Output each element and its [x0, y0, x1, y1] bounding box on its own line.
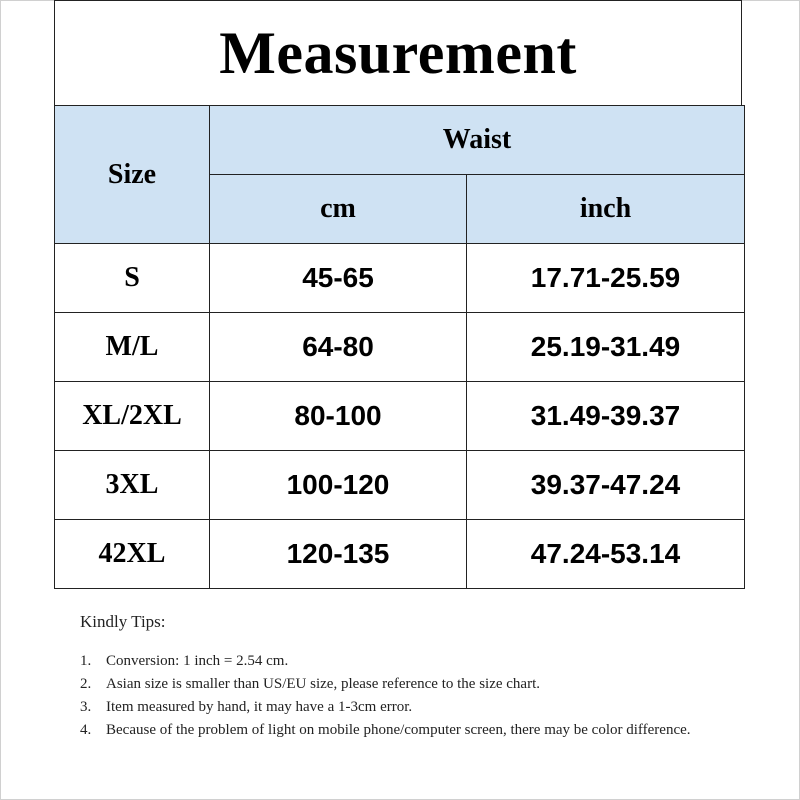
- cm-cell: 64-80: [210, 313, 467, 382]
- header-row-top: [55, 106, 745, 175]
- header-size: Size: [55, 106, 210, 244]
- list-item: [80, 696, 720, 719]
- size-cell: 42XL: [55, 520, 210, 589]
- inch-cell: 31.49-39.37: [467, 382, 745, 451]
- tip-number: 3.: [80, 699, 92, 715]
- kindly-tips: [80, 612, 720, 742]
- table-row: [55, 382, 745, 451]
- list-item: [80, 673, 720, 696]
- list-item: [80, 650, 720, 673]
- header-cm: cm: [210, 175, 467, 244]
- inch-cell: 47.24-53.14: [467, 520, 745, 589]
- cm-cell: 45-65: [210, 244, 467, 313]
- inch-cell: 17.71-25.59: [467, 244, 745, 313]
- cm-cell: 120-135: [210, 520, 467, 589]
- tip-number: 2.: [80, 676, 92, 692]
- tips-title: Kindly Tips:: [80, 612, 166, 631]
- header-waist: Waist: [210, 106, 745, 175]
- title-box: [54, 0, 742, 105]
- table-row: [55, 520, 745, 589]
- cm-cell: 100-120: [210, 451, 467, 520]
- size-cell: M/L: [55, 313, 210, 382]
- page-title: Measurement: [219, 19, 577, 86]
- table-row: [55, 451, 745, 520]
- header-inch: inch: [467, 175, 745, 244]
- cm-cell: 80-100: [210, 382, 467, 451]
- tip-number: 4.: [80, 722, 92, 738]
- size-cell: S: [55, 244, 210, 313]
- tip-text: Asian size is smaller than US/EU size, please reference to the size chart.: [106, 676, 540, 692]
- tip-number: 1.: [80, 653, 92, 669]
- inch-cell: 25.19-31.49: [467, 313, 745, 382]
- size-chart-table: [54, 105, 745, 589]
- list-item: [80, 719, 720, 742]
- table-row: [55, 244, 745, 313]
- tips-list: [80, 650, 720, 742]
- size-cell: XL/2XL: [55, 382, 210, 451]
- inch-cell: 39.37-47.24: [467, 451, 745, 520]
- tip-text: Conversion: 1 inch = 2.54 cm.: [106, 653, 289, 669]
- table-row: [55, 313, 745, 382]
- size-cell: 3XL: [55, 451, 210, 520]
- tip-text: Item measured by hand, it may have a 1-3cm error.: [106, 699, 413, 715]
- tip-text: Because of the problem of light on mobile phone/computer screen, there may be color difference.: [106, 722, 691, 738]
